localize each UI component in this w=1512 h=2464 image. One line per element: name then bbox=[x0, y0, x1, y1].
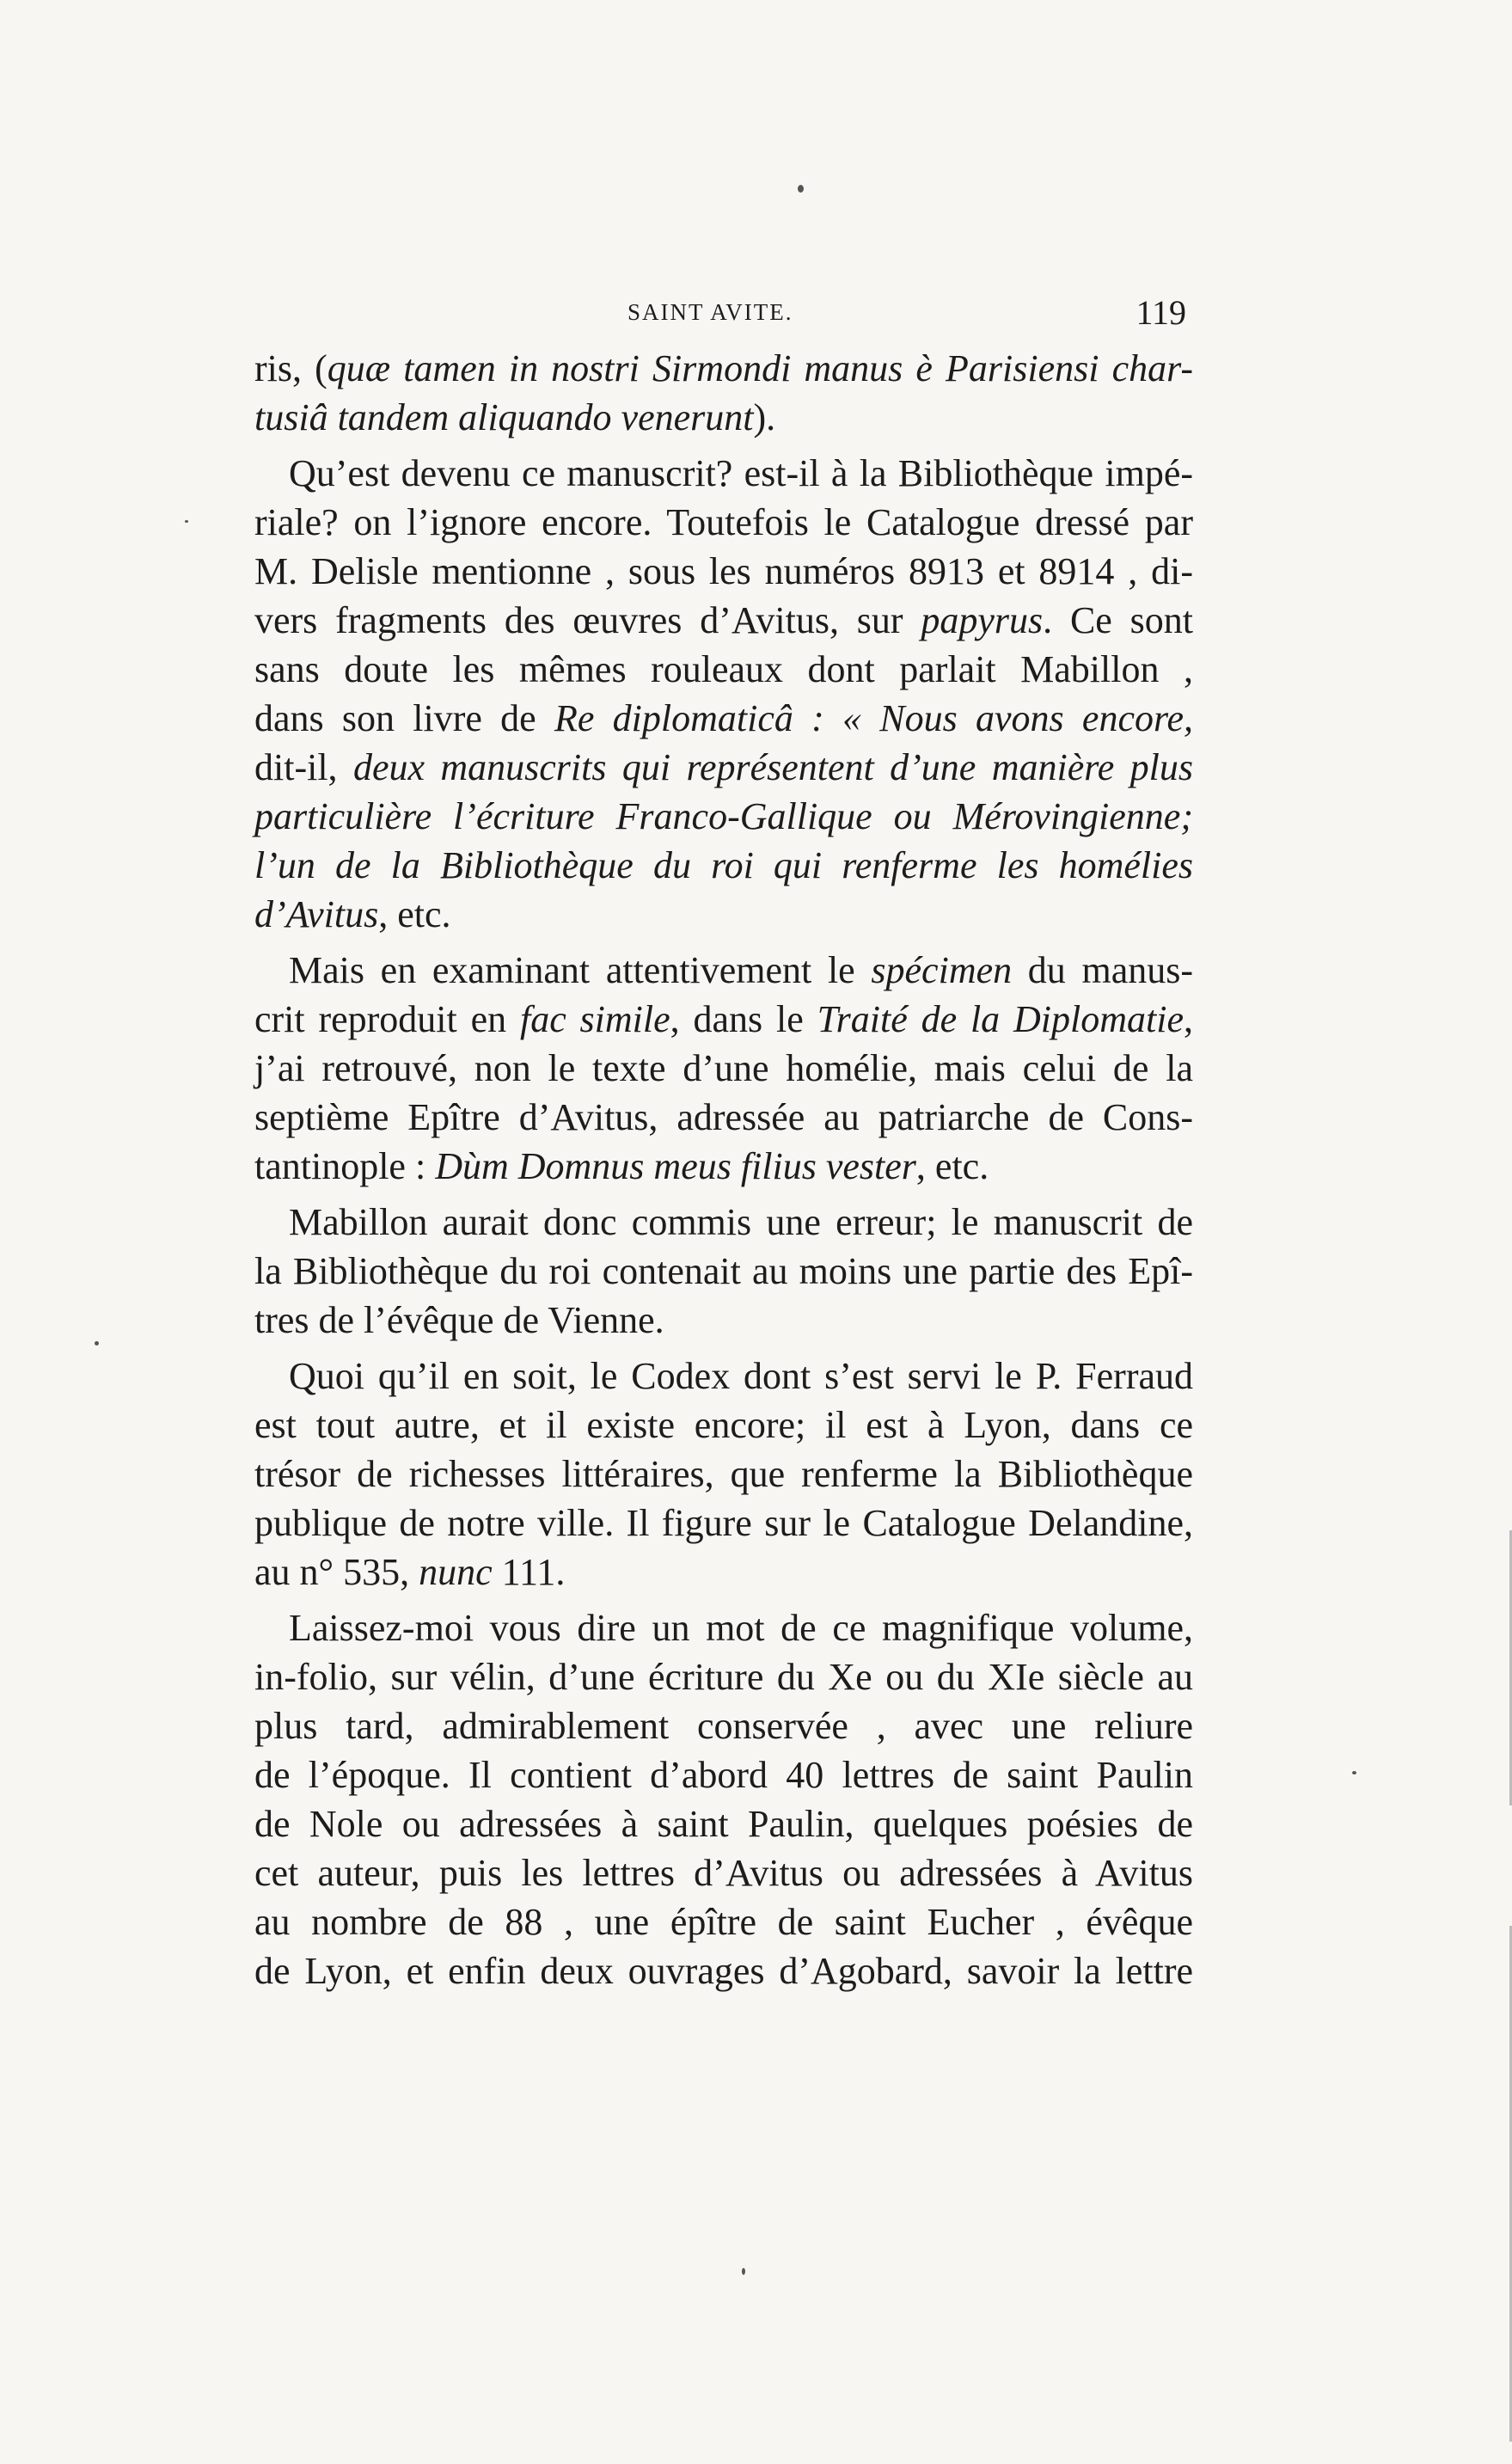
text-line bbox=[254, 841, 1193, 890]
text-run: Mabillon aurait donc commis une erreur; le manuscrit de bbox=[289, 1201, 1193, 1243]
italic-text: particulière l’écriture Franco-Gallique ou Mérovingienne; bbox=[254, 795, 1193, 837]
text-line bbox=[254, 995, 1193, 1044]
text-run: Qu’est devenu ce manuscrit? est-il à la Bibliothèque impé- bbox=[289, 452, 1193, 494]
text-line bbox=[254, 1701, 1193, 1750]
text-run: dans son livre de bbox=[254, 697, 554, 739]
text-line bbox=[254, 1044, 1193, 1093]
text-run: Quoi qu’il en soit, le Codex dont s’est servi le P. Ferraud bbox=[289, 1355, 1193, 1397]
paragraph-gap bbox=[254, 1191, 1193, 1198]
text-line bbox=[254, 1603, 1193, 1652]
text-line bbox=[254, 890, 1193, 939]
italic-text: Dùm Domnus meus filius vester bbox=[435, 1145, 916, 1187]
scan-speck bbox=[95, 1341, 99, 1345]
text-line bbox=[254, 1750, 1193, 1799]
text-run: ris, ( bbox=[254, 347, 327, 389]
text-run: Laissez-moi vous dire un mot de ce magnifique volume, bbox=[289, 1607, 1193, 1649]
text-run: in-folio, sur vélin, d’une écriture du Xe ou du XIe siècle au bbox=[254, 1656, 1193, 1698]
text-run: au n° 535, bbox=[254, 1551, 419, 1593]
text-line bbox=[254, 1142, 1193, 1191]
italic-text: papyrus bbox=[921, 599, 1044, 641]
text-line bbox=[254, 344, 1193, 393]
page-number: 119 bbox=[1136, 293, 1186, 332]
text-run: , bbox=[1184, 998, 1194, 1040]
text-run: trésor de richesses littéraires, que renferme la Bibliothèque bbox=[254, 1453, 1193, 1495]
text-run: , dans le bbox=[670, 998, 817, 1040]
text-run: riale? on l’ignore encore. Toutefois le Catalogue dressé par bbox=[254, 501, 1193, 543]
running-title: SAINT AVITE. bbox=[627, 299, 793, 325]
text-line bbox=[254, 645, 1193, 694]
text-line bbox=[254, 743, 1193, 792]
italic-text: fac simile bbox=[519, 998, 670, 1040]
text-run: M. Delisle mentionne , sous les numéros 8913 et 8914 , di- bbox=[254, 550, 1193, 592]
italic-text: d’Avitus bbox=[254, 893, 379, 935]
italic-text: l’un de la Bibliothèque du roi qui renferme les homélies bbox=[254, 844, 1193, 886]
scan-speck bbox=[185, 520, 188, 523]
text-line bbox=[254, 1946, 1193, 1995]
text-run: sans doute les mêmes rouleaux dont parlait Mabillon , bbox=[254, 648, 1193, 690]
text-line bbox=[254, 1548, 1193, 1597]
text-line bbox=[254, 1247, 1193, 1296]
running-head bbox=[258, 292, 1186, 335]
paragraph-gap bbox=[254, 939, 1193, 946]
text-line bbox=[254, 596, 1193, 645]
scan-speck bbox=[1352, 1771, 1356, 1774]
text-run: crit reproduit en bbox=[254, 998, 520, 1040]
italic-text: tusiâ tandem aliquando venerunt bbox=[254, 396, 754, 438]
text-run: de Lyon, et enfin deux ouvrages d’Agobard, savoir la lettre bbox=[254, 1950, 1193, 1992]
text-line bbox=[254, 1848, 1193, 1897]
text-line bbox=[254, 1652, 1193, 1701]
text-line bbox=[254, 1352, 1193, 1401]
paragraph-gap bbox=[254, 442, 1193, 449]
text-run: de l’époque. Il contient d’abord 40 lettres de saint Paulin bbox=[254, 1754, 1193, 1796]
text-run: vers fragments des œuvres d’Avitus, sur bbox=[254, 599, 921, 641]
text-run: septième Epître d’Avitus, adressée au patriarche de Cons- bbox=[254, 1096, 1193, 1138]
text-line bbox=[254, 1401, 1193, 1450]
text-run: dit-il, bbox=[254, 746, 353, 788]
text-run: du manus- bbox=[1012, 949, 1194, 991]
text-run: publique de notre ville. Il figure sur le Catalogue Delandine, bbox=[254, 1502, 1193, 1544]
text-run: est tout autre, et il existe encore; il est à Lyon, dans ce bbox=[254, 1404, 1193, 1446]
text-run: de Nole ou adressées à saint Paulin, quelques poésies de bbox=[254, 1803, 1193, 1845]
italic-text: Re diplomaticâ : « Nous avons encore, bbox=[554, 697, 1194, 739]
scan-speck bbox=[798, 185, 804, 193]
paragraph-gap bbox=[254, 1345, 1193, 1352]
italic-text: quæ tamen in nostri Sirmondi manus è Parisiensi char- bbox=[327, 347, 1194, 389]
text-run: tantinople : bbox=[254, 1145, 436, 1187]
text-line bbox=[254, 946, 1193, 995]
italic-text: Traité de la Diplomatie bbox=[817, 998, 1185, 1040]
text-line bbox=[254, 547, 1193, 596]
text-run: tres de l’évêque de Vienne. bbox=[254, 1299, 664, 1341]
text-run: , etc. bbox=[378, 893, 451, 935]
text-run: Mais en examinant attentivement le bbox=[289, 949, 872, 991]
italic-text: nunc bbox=[419, 1551, 493, 1593]
text-line bbox=[254, 449, 1193, 498]
text-line bbox=[254, 1499, 1193, 1548]
text-run: , etc. bbox=[915, 1145, 989, 1187]
text-line bbox=[254, 393, 1193, 442]
text-line bbox=[254, 792, 1193, 841]
text-line bbox=[254, 1450, 1193, 1499]
text-run: . Ce sont bbox=[1043, 599, 1193, 641]
text-run: ). bbox=[753, 396, 776, 438]
text-line bbox=[254, 1897, 1193, 1946]
text-line bbox=[254, 1296, 1193, 1345]
text-run: la Bibliothèque du roi contenait au moins une partie des Epî- bbox=[254, 1250, 1193, 1292]
scan-speck bbox=[742, 2268, 745, 2275]
text-line bbox=[254, 498, 1193, 547]
text-run: 111. bbox=[492, 1551, 566, 1593]
text-line bbox=[254, 1093, 1193, 1142]
text-run: au nombre de 88 , une épître de saint Eucher , évêque bbox=[254, 1901, 1193, 1943]
text-run: plus tard, admirablement conservée , avec une reliure bbox=[254, 1705, 1193, 1747]
text-line bbox=[254, 1198, 1193, 1247]
text-run: cet auteur, puis les lettres d’Avitus ou adressées à Avitus bbox=[254, 1852, 1193, 1894]
text-line bbox=[254, 694, 1193, 743]
text-run: j’ai retrouvé, non le texte d’une homélie, mais celui de la bbox=[254, 1047, 1193, 1089]
text-line bbox=[254, 1799, 1193, 1848]
body-text bbox=[254, 344, 1193, 1995]
italic-text: spécimen bbox=[871, 949, 1013, 991]
italic-text: deux manuscrits qui représentent d’une manière plus bbox=[352, 746, 1193, 788]
paragraph-gap bbox=[254, 1597, 1193, 1603]
